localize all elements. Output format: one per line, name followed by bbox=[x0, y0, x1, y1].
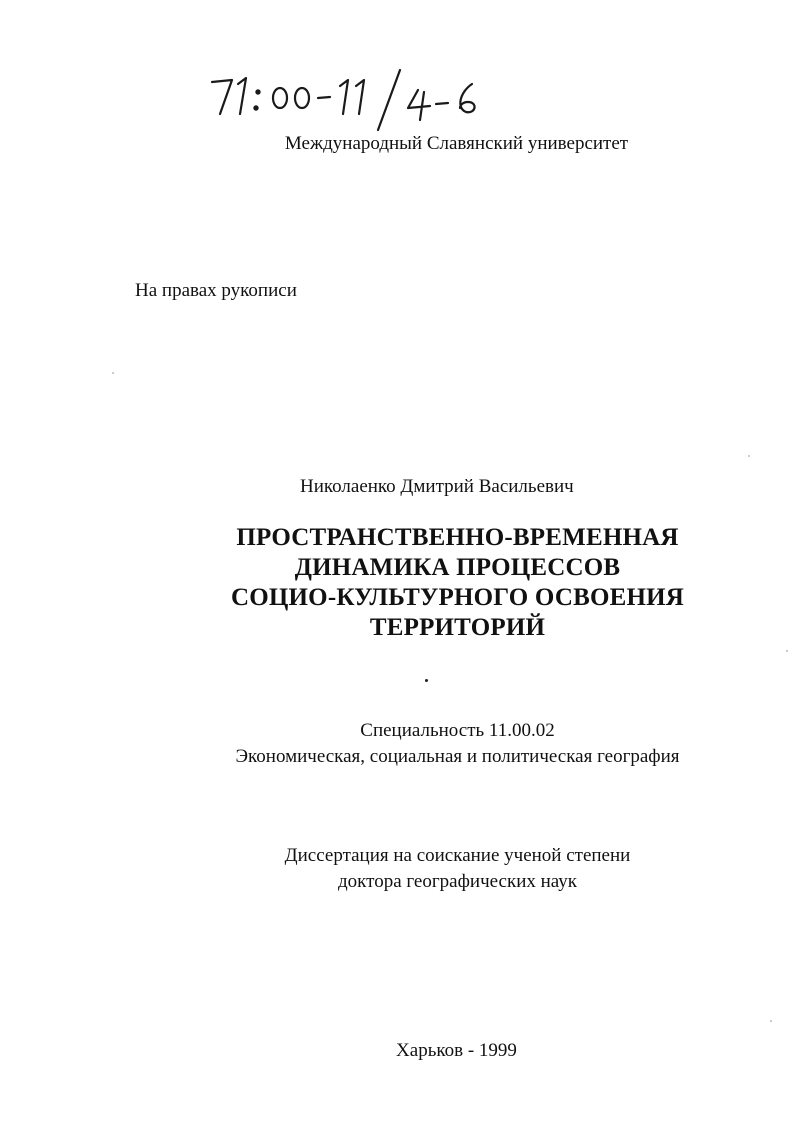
city-year: Харьков - 1999 bbox=[396, 1040, 517, 1061]
scan-dot bbox=[786, 650, 788, 652]
title-line: СОЦИО-КУЛЬТУРНОГО ОСВОЕНИЯ bbox=[230, 584, 685, 611]
scan-dot bbox=[112, 372, 114, 374]
dissertation-title bbox=[200, 523, 715, 643]
scan-speck bbox=[425, 679, 428, 682]
degree-line-2: доктора географических наук bbox=[338, 871, 577, 892]
scan-dot bbox=[770, 1020, 772, 1022]
specialty-block bbox=[200, 718, 715, 770]
degree-line-1: Диссертация на соискание ученой степени bbox=[284, 845, 631, 866]
author-name: Николаенко Дмитрий Васильевич bbox=[300, 476, 574, 497]
title-line: ПРОСТРАНСТВЕННО-ВРЕМЕННАЯ bbox=[236, 524, 679, 551]
specialty-name: Экономическая, социальная и политическая география bbox=[235, 746, 680, 767]
manuscript-rights-note: На правах рукописи bbox=[135, 280, 297, 301]
title-line: ДИНАМИКА ПРОЦЕССОВ bbox=[294, 554, 621, 581]
specialty-code: Специальность 11.00.02 bbox=[360, 720, 555, 741]
scan-dot bbox=[748, 455, 750, 457]
degree-block bbox=[200, 843, 715, 895]
handwritten-archive-number bbox=[200, 62, 520, 132]
title-line: ТЕРРИТОРИЙ bbox=[369, 614, 546, 641]
university-name: Международный Славянский университет bbox=[284, 133, 629, 154]
